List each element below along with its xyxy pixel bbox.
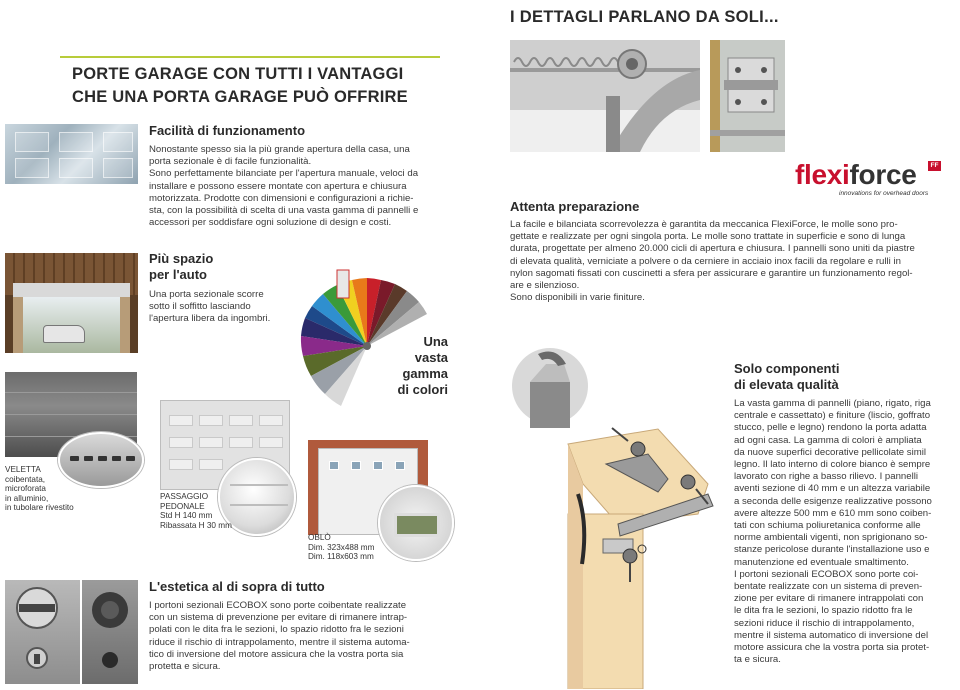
section-body-functioning <box>149 144 449 229</box>
text-line: protetta e sicura. <box>149 661 221 673</box>
page-title-line-1: PORTE GARAGE CON TUTTI I VANTAGGI <box>72 65 404 83</box>
text-line: I portoni sezionali ECOBOX sono porte coi- <box>734 568 919 580</box>
section-title-preparation: Attenta preparazione <box>510 199 640 214</box>
text-line: avere altezze 500 mm e 610 mm sono coiben- <box>734 507 932 519</box>
text-line: stucco, pelle e legno) rendono la porta adatta <box>734 422 927 434</box>
caption-line: Ribassata H 30 mm <box>160 520 232 530</box>
text-line: Sono disponibili in varie finiture. <box>510 292 645 304</box>
caption-veletta <box>5 465 115 513</box>
caption-line: in tubolare rivestito <box>5 503 74 512</box>
caption-line: PASSAGGIO <box>160 492 209 501</box>
caption-line: Dim. 323x488 mm <box>308 542 375 552</box>
colors-label-line: gamma <box>402 366 448 381</box>
text-line: I portoni sezionali ECOBOX sono porte coibentate realizzate <box>149 600 407 611</box>
text-line: sotto il soffitto lasciando <box>149 301 251 313</box>
logo-word-b: force <box>849 159 917 190</box>
lock-handle-photo <box>5 580 80 684</box>
caption-porthole <box>308 533 388 562</box>
text-line: da nuove superfici decorative pellicolate simil <box>734 446 926 458</box>
page-title-left <box>72 63 462 109</box>
text-line: porta sezionale è di facile funzionalità. <box>149 156 312 168</box>
text-line: riduce il rischio di intrappolamento, mentre il sistema automa- <box>149 636 410 648</box>
caption-line: Std H 140 mm <box>160 511 213 520</box>
caption-line: PEDONALE <box>160 501 205 511</box>
colors-label-line: di colori <box>397 382 448 397</box>
page-title-right: I DETTAGLI PARLANO DA SOLI... <box>510 8 779 26</box>
text-line: polati con le dita fra le sezioni, lo spazio ridotto fra le sezioni <box>149 624 404 636</box>
text-line: La facile e bilanciata scorrevolezza è garantita da meccanica FlexiForce, le molle sono pro- <box>510 219 898 230</box>
text-line: accessori per soddisfare ogni soluzione di design e costi. <box>149 217 392 229</box>
text-line: le dita fra le sezioni, lo spazio ridotto fra le <box>734 605 913 617</box>
text-line: tati con schiuma poliuretanica conforme alle <box>734 520 921 532</box>
title-line: Più spazio <box>149 251 214 266</box>
text-line: aventi sezione di 40 mm e un altezza variabile <box>734 483 931 495</box>
text-line: Sono perfettamente bilanciate per l'apertura manuale, veloci da <box>149 168 419 180</box>
caption-line: coibentata, <box>5 474 46 484</box>
text-line: sezioni riduce il rischio di intrappolamento, <box>734 617 915 629</box>
text-line: legno. Il lato interno di colore bianco è sempre <box>734 459 931 471</box>
section-title-functioning: Facilità di funzionamento <box>149 123 306 138</box>
title-line: di elevata qualità <box>734 377 839 392</box>
text-line: are e silenzioso. <box>510 280 580 292</box>
logo-wordmark <box>795 160 917 190</box>
caption-line: OBLÒ <box>308 533 331 542</box>
text-line: durata, progettate per almeno 20.000 cicli di apertura e chiusura. I pannelli sono uniti da piastre <box>510 243 915 255</box>
text-line: norme ambientali vigenti, non sprigionano so- <box>734 532 928 544</box>
text-line: nylon sagomati fissati con cuscinetti a sfera per assicurare e garantire un funzionamento regol- <box>510 267 913 279</box>
logo-tagline: innovations for overhead doors <box>839 190 929 197</box>
colors-label-line: vasta <box>414 350 448 365</box>
section-title-components <box>734 361 839 393</box>
colors-label-line: Una <box>423 334 448 349</box>
caption-pedestrian-door <box>160 492 240 530</box>
text-line: di elevata qualità, verniciate a polvere o da cerniere in acciaio inox facili da regolare e rulli in <box>510 255 901 267</box>
text-line: ad ogni casa. La gamma di colori è ampliata <box>734 434 922 446</box>
section-title-space <box>149 251 213 283</box>
logo-word-a: flexi <box>795 159 850 190</box>
text-line: La vasta gamma di pannelli (piano, rigato, riga <box>734 398 931 409</box>
section-body-components <box>734 398 956 666</box>
text-line: l'apertura libera da ingombri. <box>149 313 271 325</box>
panel-section-diagram <box>508 344 748 689</box>
text-line: gettate e realizzate per ogni singola porta. Le molle sono trattate in superficie e sono di lunga <box>510 231 906 243</box>
section-body-aesthetics <box>149 600 449 673</box>
text-line: a seconda delle esigenze realizzative possono <box>734 495 932 507</box>
text-line: bentate realizzate con un sistema di preven- <box>734 581 923 593</box>
door-panel-photo <box>5 124 138 184</box>
car-icon <box>43 325 85 343</box>
flexiforce-logo <box>795 160 947 200</box>
knob-handle-photo <box>82 580 138 684</box>
text-line: centrale e cassettato) e finiture (liscio, goffrato <box>734 410 931 422</box>
text-line: sta, con la possibilità di scelta di una vasta gamma di pannelli e <box>149 205 419 217</box>
text-line: tico di inversione del motore assicura che la vostra porta sia <box>149 648 404 660</box>
caption-line: VELETTA <box>5 465 41 474</box>
porthole-detail-circle <box>378 485 454 561</box>
logo-badge: FF <box>928 161 941 171</box>
text-line: motorizzata. Prodotte con dimensioni e configurazioni a richie- <box>149 192 414 204</box>
text-line: Nonostante spesso sia la più grande apertura della casa, una <box>149 144 410 155</box>
section-body-preparation <box>510 219 950 304</box>
title-line: per l'auto <box>149 267 207 282</box>
section-title-aesthetics: L'estetica al di sopra di tutto <box>149 579 325 594</box>
text-line: manutenzione ed eventuale smaltimento. <box>734 556 909 568</box>
text-line: motore assicura che la vostra porta sia protet- <box>734 642 930 654</box>
text-line: Una porta sezionale scorre <box>149 289 264 300</box>
title-line: Solo componenti <box>734 361 840 376</box>
text-line: con un sistema di prevenzione per evitare di rimanere intrap- <box>149 612 408 624</box>
caption-line: in alluminio, <box>5 493 49 503</box>
text-line: lavorato con righe a basso rilievo. I pannelli <box>734 471 918 483</box>
page-title-line-2: CHE UNA PORTA GARAGE PUÒ OFFRIRE <box>72 88 408 106</box>
title-accent-line <box>60 56 440 58</box>
anti-pinch-icon <box>512 348 588 428</box>
spring-mechanism-photo <box>510 40 700 152</box>
caption-line: microforata <box>5 484 46 493</box>
text-line: stanze pericolose durante l'installazione uso e <box>734 544 930 556</box>
garage-interior-photo <box>5 253 138 353</box>
section-body-space <box>149 289 294 326</box>
text-line: installare e possono essere montate con apertura e chiusura <box>149 180 407 192</box>
text-line: mentre il sistema automatico di inversione del <box>734 629 929 641</box>
colors-label <box>388 334 448 398</box>
hinge-photo <box>710 40 785 152</box>
caption-line: Dim. 118x603 mm <box>308 552 374 561</box>
text-line: ta e sicura. <box>734 654 781 666</box>
text-line: zione per evitare di rimanere intrappolati con <box>734 593 924 605</box>
